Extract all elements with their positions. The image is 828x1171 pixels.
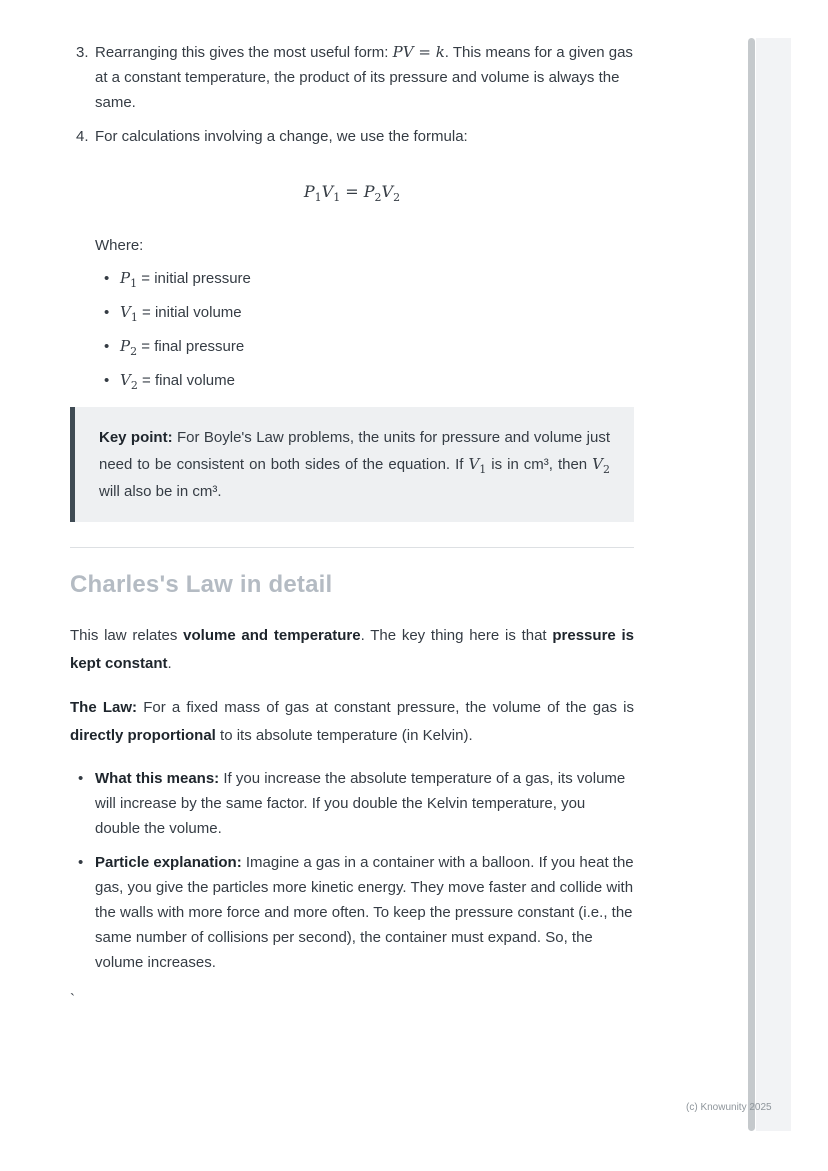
content-area [70,40,634,1012]
paragraph-volume-temperature: This law relates volume and temperature. The key thing here is that pressure is kept constant. [70,627,635,672]
scrollbar-track[interactable] [756,38,791,1131]
key-point-callout [70,407,634,522]
bullet-marker: • [104,372,110,389]
ordered-list-item-4 [70,124,634,149]
bullet-marker: • [104,304,110,321]
list-item-text: Rearranging this gives the most useful form: PV = k. This means for a given gas at a constant temperature, the product of its pressure and volume is always the same. [95,43,633,111]
section-heading-charles-law: Charles's Law in detail [70,571,333,598]
section-divider [70,547,634,548]
stray-backtick: ` [70,991,75,1008]
scrollbar-thumb[interactable] [748,38,755,1131]
variable-definition: $V_1$ = initial volume [120,303,242,324]
variable-list-item [95,368,634,393]
where-label: Where: [95,237,144,254]
bullet-marker: • [78,770,84,787]
ordered-list-item-3 [70,40,634,115]
bullet-marker: • [104,270,110,287]
list-item-text: For calculations involving a change, we use the formula: [95,128,468,145]
list-number: 4. [76,128,89,145]
variable-definition: $P_2$ = final pressure [120,337,245,358]
list-number: 3. [76,44,89,61]
charles-bullet-list [70,766,634,975]
paragraph-the-law: The Law: For a fixed mass of gas at constant pressure, the volume of the gas is directly proportional to its absolute temperature (in Kelvin). [70,699,634,744]
bullet-item-text: Particle explanation: Imagine a gas in a container with a balloon. If you heat the gas, you give the particles more kinetic energy. They move faster and collide with the walls with more force and more often. To keep the pressure constant (i.e., the same number of collisions per second), the container must expand. So, the volume increases. [95,854,634,971]
bullet-list-item [70,766,634,841]
bullet-marker: • [104,338,110,355]
boyles-law-formula: $P_1V_1 = P_2V_2$ [303,182,401,205]
variable-definition: $P_1$ = initial pressure [120,269,251,290]
variable-definition: $V_2$ = final volume [120,371,235,392]
variable-list-item [95,334,634,359]
footer-credit: (c) Knowunity 2025 [686,1102,772,1113]
bullet-list-item [70,850,634,975]
bullet-marker: • [78,854,84,871]
variable-list [95,266,634,393]
bullet-item-text: What this means: If you increase the absolute temperature of a gas, its volume will increase by the same factor. If you double the Kelvin temperature, you double the volume. [95,770,626,837]
key-point-text: Key point: For Boyle's Law problems, the units for pressure and volume just need to be consistent on both sides of the equation. If $V_1$ is in cm³, then $V_2$ will also be in cm³. [99,429,611,500]
variable-list-item [95,300,634,325]
variable-list-item [95,266,634,291]
